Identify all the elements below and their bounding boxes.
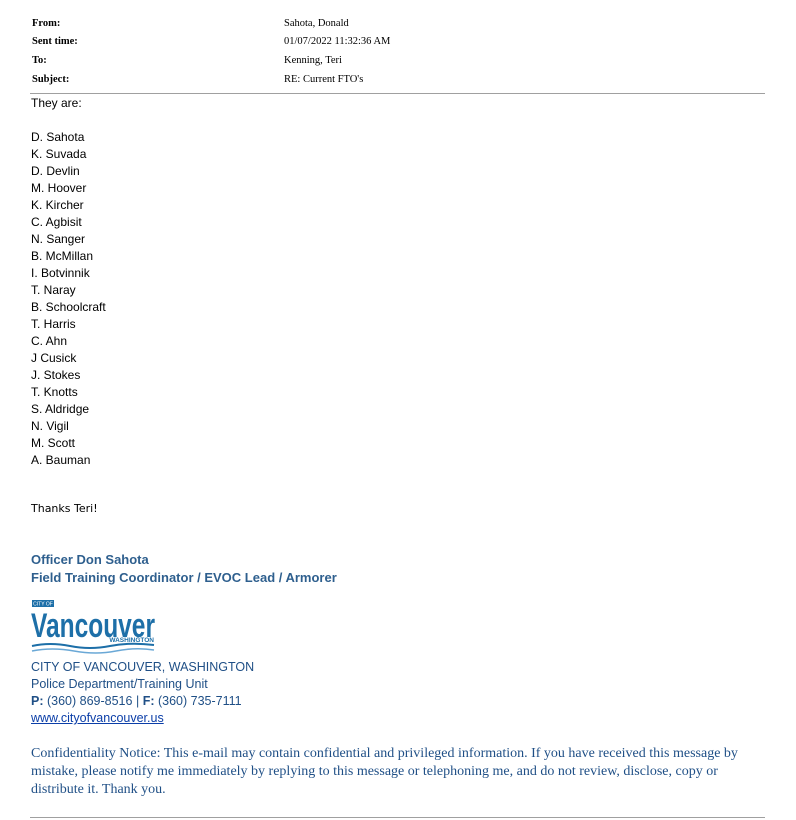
phone-line xyxy=(31,693,254,710)
fto-name-item: C. Agbisit xyxy=(31,215,82,229)
website-link[interactable]: www.cityofvancouver.us xyxy=(31,711,164,725)
fto-name-item: C. Ahn xyxy=(31,334,68,348)
from-value: Sahota, Donald xyxy=(284,18,349,29)
fto-name-item: B. Schoolcraft xyxy=(31,300,106,314)
phone-label: P: xyxy=(31,694,44,708)
message-body xyxy=(31,95,761,469)
thanks-text: Thanks Teri! xyxy=(31,502,98,515)
sent-time-label: Sent time: xyxy=(32,36,78,47)
department: Police Department/Training Unit xyxy=(31,677,208,691)
signature-block xyxy=(31,551,337,587)
from-label: From: xyxy=(32,18,61,29)
subject-value: RE: Current FTO's xyxy=(284,74,364,85)
phone-separator: | xyxy=(135,694,140,708)
fto-name-item: T. Harris xyxy=(31,317,76,331)
fto-name-item: K. Kircher xyxy=(31,198,84,212)
fax-number: (360) 735-7111 xyxy=(157,694,242,708)
fto-name-item: D. Devlin xyxy=(31,164,80,178)
sent-time-value: 01/07/2022 11:32:36 AM xyxy=(284,36,391,47)
fto-name-item: D. Sahota xyxy=(31,130,85,144)
confidentiality-notice: Confidentiality Notice: This e-mail may contain confidential and privileged information. If you have received this message by mistake, please notify me immediately by replying to this message or telephoning me, and do not review, disclose, copy or distribute it. Thank you. xyxy=(31,746,738,797)
logo-wave-line xyxy=(32,649,154,653)
subject-label: Subject: xyxy=(32,74,70,85)
org-name: CITY OF VANCOUVER, WASHINGTON xyxy=(31,660,255,674)
fto-name-item: J Cusick xyxy=(31,351,77,365)
contact-block xyxy=(31,659,254,727)
from-row xyxy=(32,17,765,31)
sent-time-row xyxy=(32,35,765,49)
logo-vancouver-text: Vancouver xyxy=(31,606,156,645)
intro-text: They are: xyxy=(31,96,82,110)
to-label: To: xyxy=(32,55,47,66)
city-of-vancouver-logo xyxy=(30,598,162,656)
fto-name-item: N. Sanger xyxy=(31,232,86,246)
fto-name-item: M. Hoover xyxy=(31,181,87,195)
fto-name-item: B. McMillan xyxy=(31,249,94,263)
header-divider xyxy=(30,93,765,94)
logo-washington-text: WASHINGTON xyxy=(109,637,154,644)
fto-name-item: K. Suvada xyxy=(31,147,87,161)
to-value: Kenning, Teri xyxy=(284,55,342,66)
fax-label: F: xyxy=(142,694,155,708)
signature-title: Field Training Coordinator / EVOC Lead / Armorer xyxy=(31,570,337,585)
fto-name-item: N. Vigil xyxy=(31,419,69,433)
fto-name-item: M. Scott xyxy=(31,436,76,450)
logo-city-of-text: CITY OF xyxy=(33,601,53,608)
footer-divider xyxy=(30,817,765,818)
subject-row xyxy=(32,73,765,87)
fto-name-list xyxy=(31,129,761,469)
phone-number: (360) 869-8516 xyxy=(46,694,133,708)
signature-name: Officer Don Sahota xyxy=(31,552,149,567)
fto-name-item: S. Aldridge xyxy=(31,402,90,416)
fto-name-item: I. Botvinnik xyxy=(31,266,90,280)
fto-name-item: J. Stokes xyxy=(31,368,81,382)
fto-name-item: T. Knotts xyxy=(31,385,78,399)
fto-name-item: T. Naray xyxy=(31,283,76,297)
fto-name-item: A. Bauman xyxy=(31,453,91,467)
to-row xyxy=(32,54,765,68)
